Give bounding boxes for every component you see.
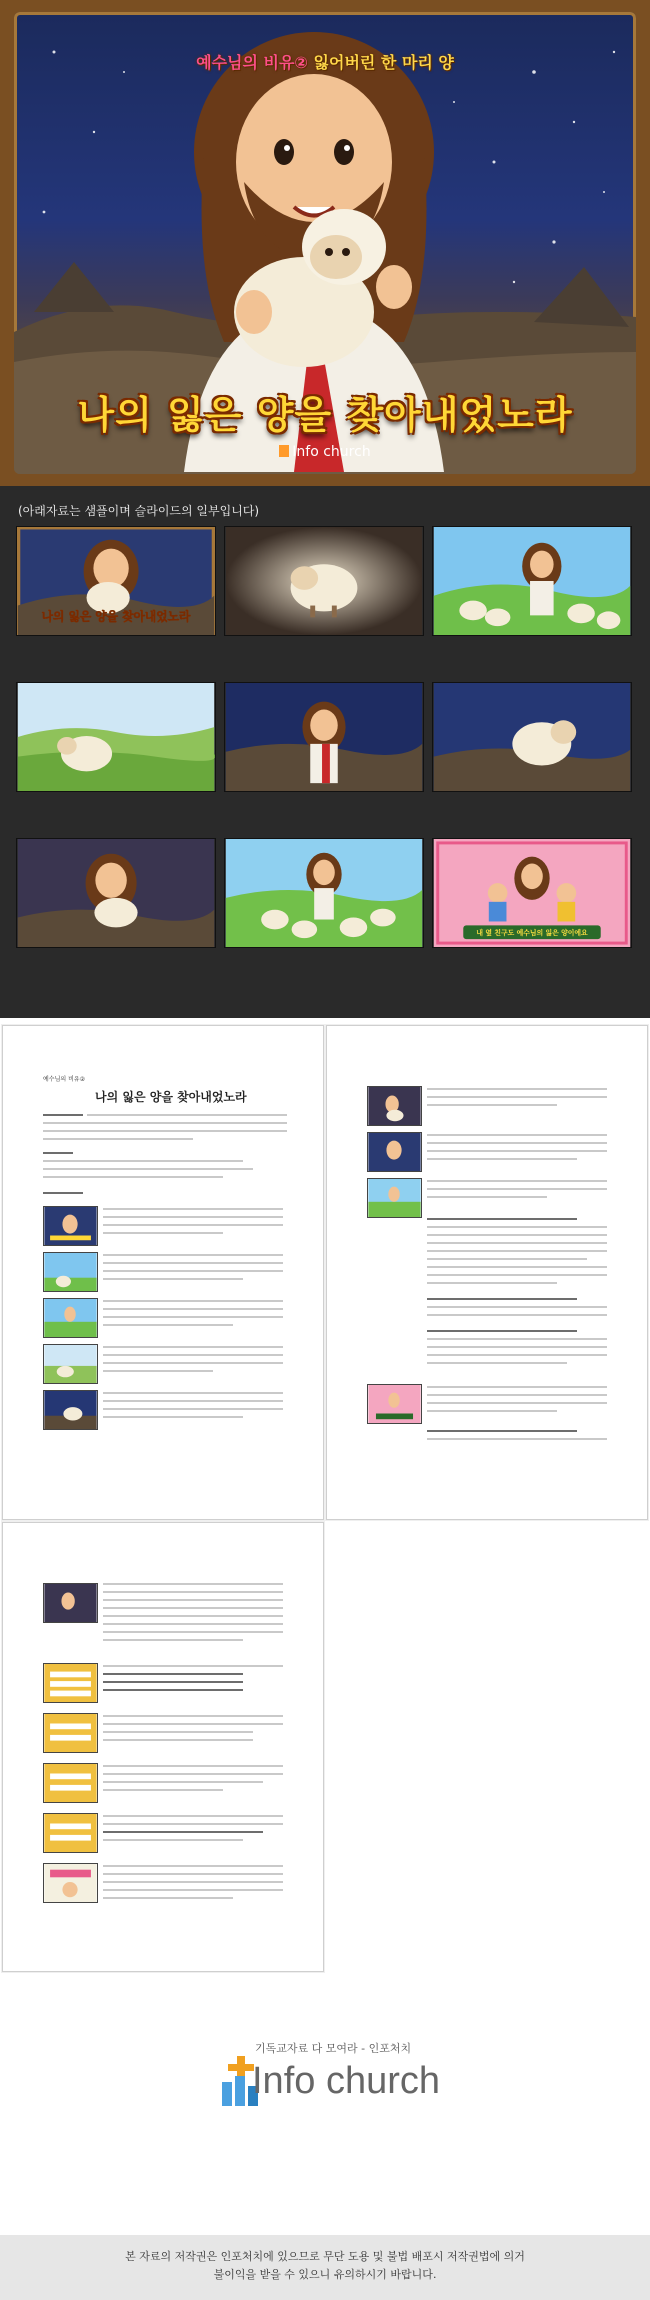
footer-sub: 기독교자료 다 모여라 - 인포처치 <box>255 2042 412 2055</box>
doc3-thumb-5 <box>43 1813 98 1853</box>
sample-slide-9 <box>432 838 632 948</box>
sample-slides-section <box>0 486 650 1018</box>
hero-brand-text: Info church <box>292 444 371 460</box>
doc1-thumb-2 <box>43 1252 98 1292</box>
hero-brand <box>14 444 636 460</box>
doc1-thumb-3 <box>43 1298 98 1338</box>
doc2-thumb-2 <box>367 1132 422 1172</box>
sermon-page-1 <box>2 1025 324 1520</box>
doc1-thumb-5 <box>43 1390 98 1430</box>
doc3-thumb-6 <box>43 1863 98 1903</box>
sermon-page-2 <box>326 1025 648 1520</box>
copyright-line-2: 불이익을 받을 수 있으니 유의하시기 바랍니다. <box>213 2268 437 2281</box>
doc1-title: 나의 잃은 양을 찾아내었노라 <box>95 1090 247 1104</box>
sample-slide-1 <box>16 526 216 636</box>
doc1-thumb-1 <box>43 1206 98 1246</box>
copyright-notice <box>0 2235 650 2300</box>
sermon-page-3 <box>2 1522 324 1972</box>
footer-logo <box>0 2040 650 2160</box>
sample-slide-7 <box>16 838 216 948</box>
doc2-thumb-4 <box>367 1384 422 1424</box>
sample-slide-2 <box>224 526 424 636</box>
slide-9-caption: 내 옆 친구도 예수님의 잃은 양이에요 <box>476 929 588 938</box>
parable-title: 잃어버린 한 마리 양 <box>313 53 454 72</box>
series-label: 예수님의 비유② <box>196 53 308 72</box>
doc1-thumb-4 <box>43 1344 98 1384</box>
footer-brand: Info church <box>252 2060 440 2102</box>
hero-banner <box>0 0 650 486</box>
sample-slide-6 <box>432 682 632 792</box>
hero-subtitle <box>14 50 636 73</box>
doc2-thumb-1 <box>367 1086 422 1126</box>
copyright-line-1: 본 자료의 저작권은 인포처치에 있으므로 무단 도용 및 불법 배포시 저작권법에 의거 <box>125 2250 525 2263</box>
slide-1-title: 나의 잃은 양을 찾아내었노라 <box>41 609 191 624</box>
doc3-thumb-1 <box>43 1583 98 1623</box>
info-church-logo-icon <box>279 445 289 457</box>
sample-slide-8 <box>224 838 424 948</box>
hero-main-title: 나의 잃은 양을 찾아내었노라 <box>77 393 573 437</box>
doc2-thumb-3 <box>367 1178 422 1218</box>
doc3-thumb-2 <box>43 1663 98 1703</box>
hero-illustration <box>14 12 636 474</box>
doc1-tag: 예수님의 비유② <box>43 1076 86 1083</box>
samples-note: (아래자료는 샘플이며 슬라이드의 일부입니다) <box>18 504 260 518</box>
sample-slide-5 <box>224 682 424 792</box>
sample-slide-3 <box>432 526 632 636</box>
sample-slide-4 <box>16 682 216 792</box>
doc3-thumb-4 <box>43 1763 98 1803</box>
doc3-thumb-3 <box>43 1713 98 1753</box>
